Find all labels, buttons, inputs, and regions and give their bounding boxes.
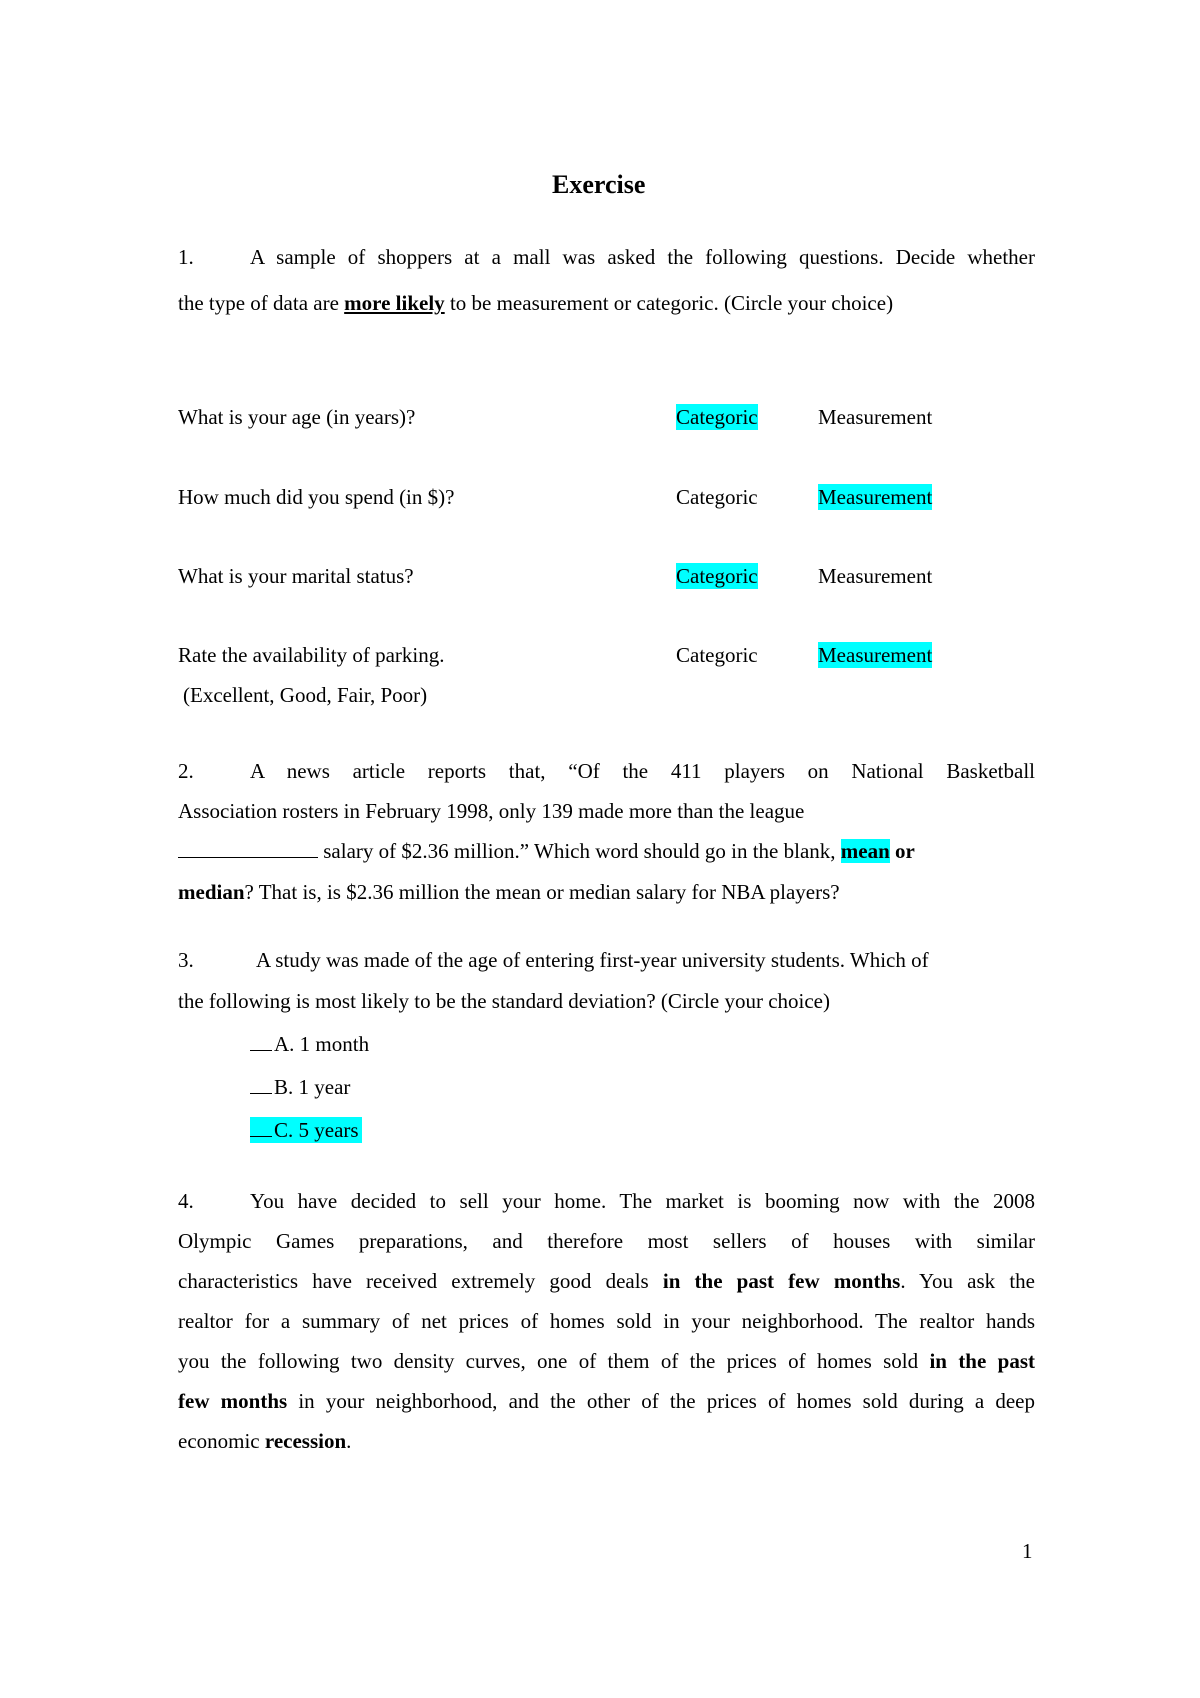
q2-option-median[interactable]: median <box>178 880 245 904</box>
q1-number: 1. <box>178 245 194 269</box>
q4-text-line7c: . <box>346 1429 352 1453</box>
q2-line2: Association rosters in February 1998, only 139 made more than the league <box>178 799 805 823</box>
q2-word-or: or <box>895 839 915 863</box>
q4-line7 <box>178 1428 351 1454</box>
q2-line3 <box>178 838 915 864</box>
q2-text-line3: salary of $2.36 million.” Which word should go in the blank, <box>323 839 841 863</box>
q4-emphasis-recession: recession <box>264 1429 347 1453</box>
page-title: Exercise <box>552 170 646 199</box>
q3-option-b-blank <box>250 1075 272 1094</box>
q4-text-line7a: economic <box>178 1429 265 1453</box>
q3-option-a-blank <box>250 1032 272 1051</box>
q4-line1 <box>178 1188 1035 1214</box>
q3-option-b[interactable] <box>250 1074 350 1100</box>
q4-line5 <box>178 1348 1035 1374</box>
q1-row2-question: How much did you spend (in $)? <box>178 485 455 509</box>
q3-option-c-label: C. 5 years <box>274 1118 359 1142</box>
q1-row1-option-measurement[interactable]: Measurement <box>818 405 933 429</box>
q3-line1 <box>178 947 929 973</box>
q4-line6 <box>178 1388 1035 1414</box>
q1-row3-option-categoric[interactable]: Categoric <box>676 564 758 588</box>
q2-text-line4: ? That is, is $2.36 million the mean or median salary for NBA players? <box>244 880 840 904</box>
q4-text-line3c: . You ask the <box>900 1269 1035 1293</box>
q2-option-mean[interactable]: mean <box>840 839 890 863</box>
q4-text-line5a: you the following two density curves, one of them of the prices of homes sold <box>178 1349 930 1373</box>
q3-option-c[interactable] <box>250 1117 362 1143</box>
q1-text-line2b: to be measurement or categoric. (Circle your choice) <box>444 291 894 315</box>
q1-emphasis: more likely <box>344 291 445 315</box>
q1-row1-option-categoric[interactable]: Categoric <box>676 405 758 429</box>
q1-line2 <box>178 290 893 316</box>
q3-option-c-blank <box>250 1118 272 1137</box>
q2-text-line1: A news article reports that, “Of the 411 players on National Basketball <box>250 759 1035 783</box>
q4-text-line1: You have decided to sell your home. The market is booming now with the 2008 <box>250 1189 1035 1213</box>
q2-line1 <box>178 758 1035 784</box>
q1-row4-question: Rate the availability of parking. <box>178 643 445 667</box>
q4-line3 <box>178 1268 1035 1294</box>
q4-text-line3a: characteristics have received extremely good deals <box>178 1269 663 1293</box>
q1-text-line1: A sample of shoppers at a mall was asked the following questions. Decide whether <box>250 245 1035 269</box>
q1-line1 <box>178 244 1035 270</box>
q2-line4 <box>178 879 840 905</box>
q1-row3-option-measurement[interactable]: Measurement <box>818 564 933 588</box>
q1-row4-subtext: (Excellent, Good, Fair, Poor) <box>183 683 428 707</box>
q1-text-line2a: the type of data are <box>178 291 345 315</box>
q4-line2: Olympic Games preparations, and therefore most sellers of houses with similar <box>178 1229 1035 1253</box>
q3-number: 3. <box>178 948 194 972</box>
q1-row4-option-categoric[interactable]: Categoric <box>676 643 758 667</box>
q2-blank <box>178 839 318 858</box>
q3-line2: the following is most likely to be the standard deviation? (Circle your choice) <box>178 989 830 1013</box>
q1-row2-option-categoric[interactable]: Categoric <box>676 485 758 509</box>
q1-row2-option-measurement[interactable]: Measurement <box>818 485 933 509</box>
page-number: 1 <box>1022 1539 1033 1563</box>
q3-option-b-label: B. 1 year <box>274 1075 351 1099</box>
q3-option-a[interactable] <box>250 1031 369 1057</box>
q4-number: 4. <box>178 1189 194 1213</box>
q1-row4-option-measurement[interactable]: Measurement <box>818 643 933 667</box>
q4-text-line6b: in your neighborhood, and the other of the prices of homes sold during a deep <box>287 1389 1035 1413</box>
q4-emphasis-past-months: in the past few months <box>662 1269 901 1293</box>
q4-emphasis-in-the-past: in the past <box>929 1349 1035 1373</box>
q1-row1-question: What is your age (in years)? <box>178 405 416 429</box>
q3-option-a-label: A. 1 month <box>274 1032 370 1056</box>
q1-row3-question: What is your marital status? <box>178 564 414 588</box>
q3-text-line1: A study was made of the age of entering first-year university students. Which of <box>256 948 929 972</box>
q4-emphasis-few-months: few months <box>178 1389 288 1413</box>
q2-number: 2. <box>178 759 194 783</box>
q4-line4: realtor for a summary of net prices of homes sold in your neighborhood. The realtor hands <box>178 1309 1035 1333</box>
